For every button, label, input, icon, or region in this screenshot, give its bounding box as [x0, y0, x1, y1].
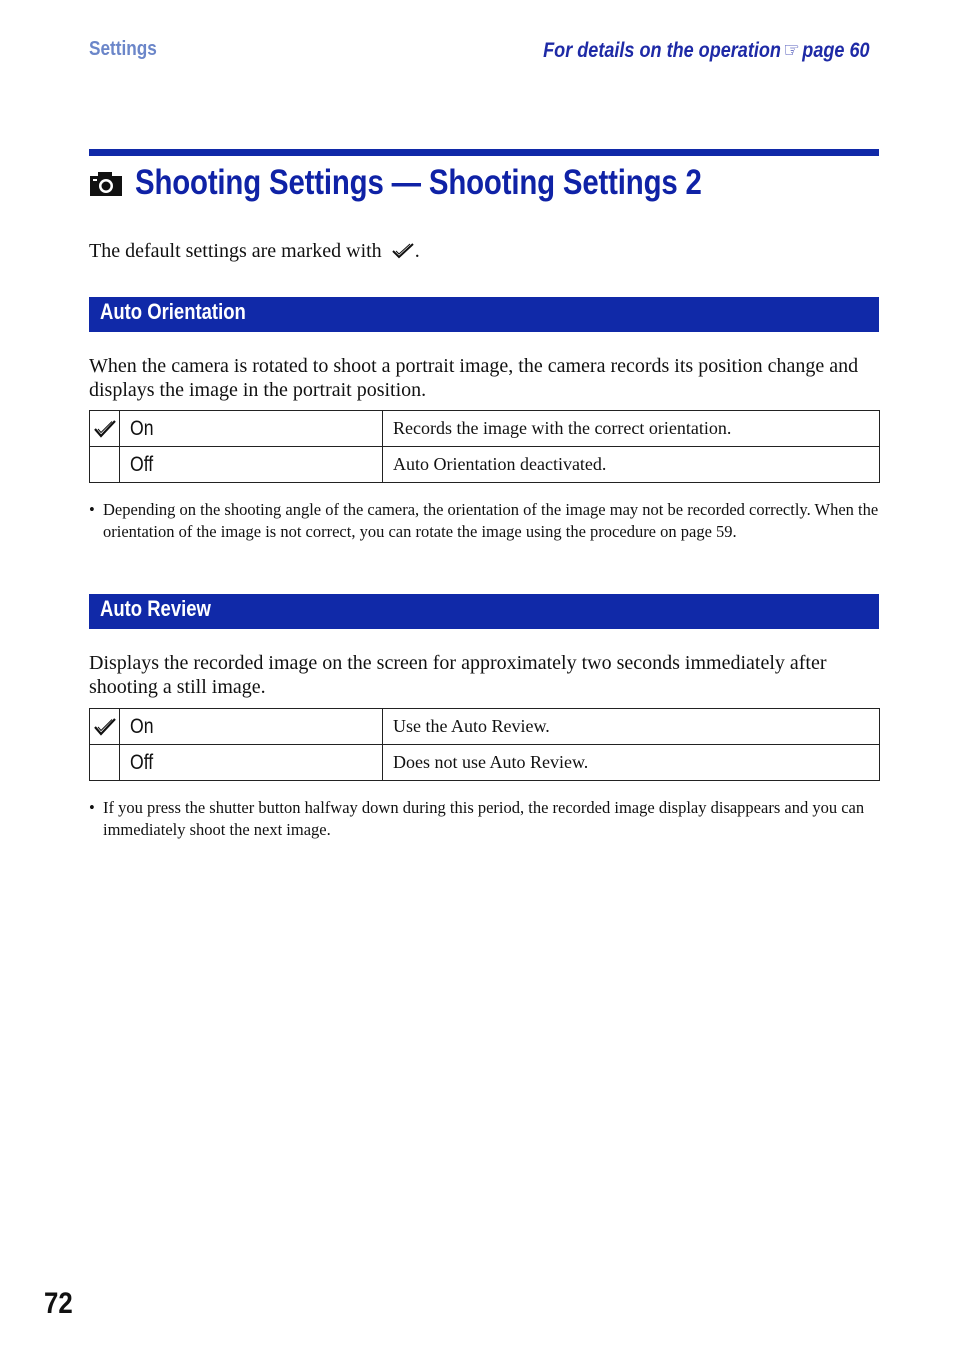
- option-name: On: [120, 709, 383, 745]
- option-description: Use the Auto Review.: [383, 709, 880, 745]
- page-title-block: [89, 160, 810, 206]
- section-note: [89, 797, 879, 840]
- options-table-auto-review: [89, 708, 880, 781]
- default-check-icon: [93, 717, 117, 737]
- default-settings-note: [89, 240, 420, 263]
- table-row: [90, 709, 880, 745]
- header-details-reference: [544, 38, 870, 63]
- default-note-text: The default settings are marked with: [89, 240, 382, 262]
- header-section-label: Settings: [89, 38, 157, 60]
- options-table-auto-orientation: [89, 410, 880, 483]
- section-heading-text: Auto Review: [100, 596, 211, 621]
- default-check-icon: [93, 419, 117, 439]
- note-text: If you press the shutter button halfway down during this period, the recorded image display disappears and you can immediately shoot the next image.: [103, 798, 865, 839]
- camera-icon: [89, 171, 123, 197]
- table-row: [90, 447, 880, 483]
- table-row: [90, 411, 880, 447]
- bullet: •: [89, 798, 95, 817]
- default-note-end: .: [414, 240, 420, 262]
- table-row: [90, 745, 880, 781]
- page-title: Shooting Settings — Shooting Settings 2: [135, 163, 702, 202]
- option-name: On: [120, 411, 383, 447]
- section-heading-auto-review: [89, 594, 879, 629]
- option-description: Auto Orientation deactivated.: [383, 447, 880, 483]
- bullet: •: [89, 500, 95, 519]
- default-marker-cell: [90, 411, 120, 447]
- default-marker-cell: [90, 447, 120, 483]
- title-rule: [89, 149, 879, 156]
- page-number: 72: [44, 1287, 73, 1320]
- section-heading-text: Auto Orientation: [100, 299, 246, 324]
- option-name: Off: [120, 447, 383, 483]
- option-description: Records the image with the correct orientation.: [383, 411, 880, 447]
- default-check-icon: [391, 242, 415, 260]
- option-description: Does not use Auto Review.: [383, 745, 880, 781]
- default-marker-cell: [90, 709, 120, 745]
- default-marker-cell: [90, 745, 120, 781]
- section-note: [89, 499, 879, 542]
- details-text: For details on the operation: [543, 39, 782, 62]
- note-text: Depending on the shooting angle of the camera, the orientation of the image may not be recorded correctly. When the orientation of the image is not correct, you can rotate the image using the procedure on page 59.: [103, 500, 879, 541]
- section-description: When the camera is rotated to shoot a portrait image, the camera records its position change and displays the image in the portrait position.: [89, 355, 859, 401]
- section-description: Displays the recorded image on the screen for approximately two seconds immediately after shooting a still image.: [89, 652, 827, 698]
- section-heading-auto-orientation: [89, 297, 879, 332]
- option-name: Off: [120, 745, 383, 781]
- pointing-hand-icon: ☞: [783, 39, 801, 62]
- details-page-link[interactable]: page 60: [802, 39, 870, 62]
